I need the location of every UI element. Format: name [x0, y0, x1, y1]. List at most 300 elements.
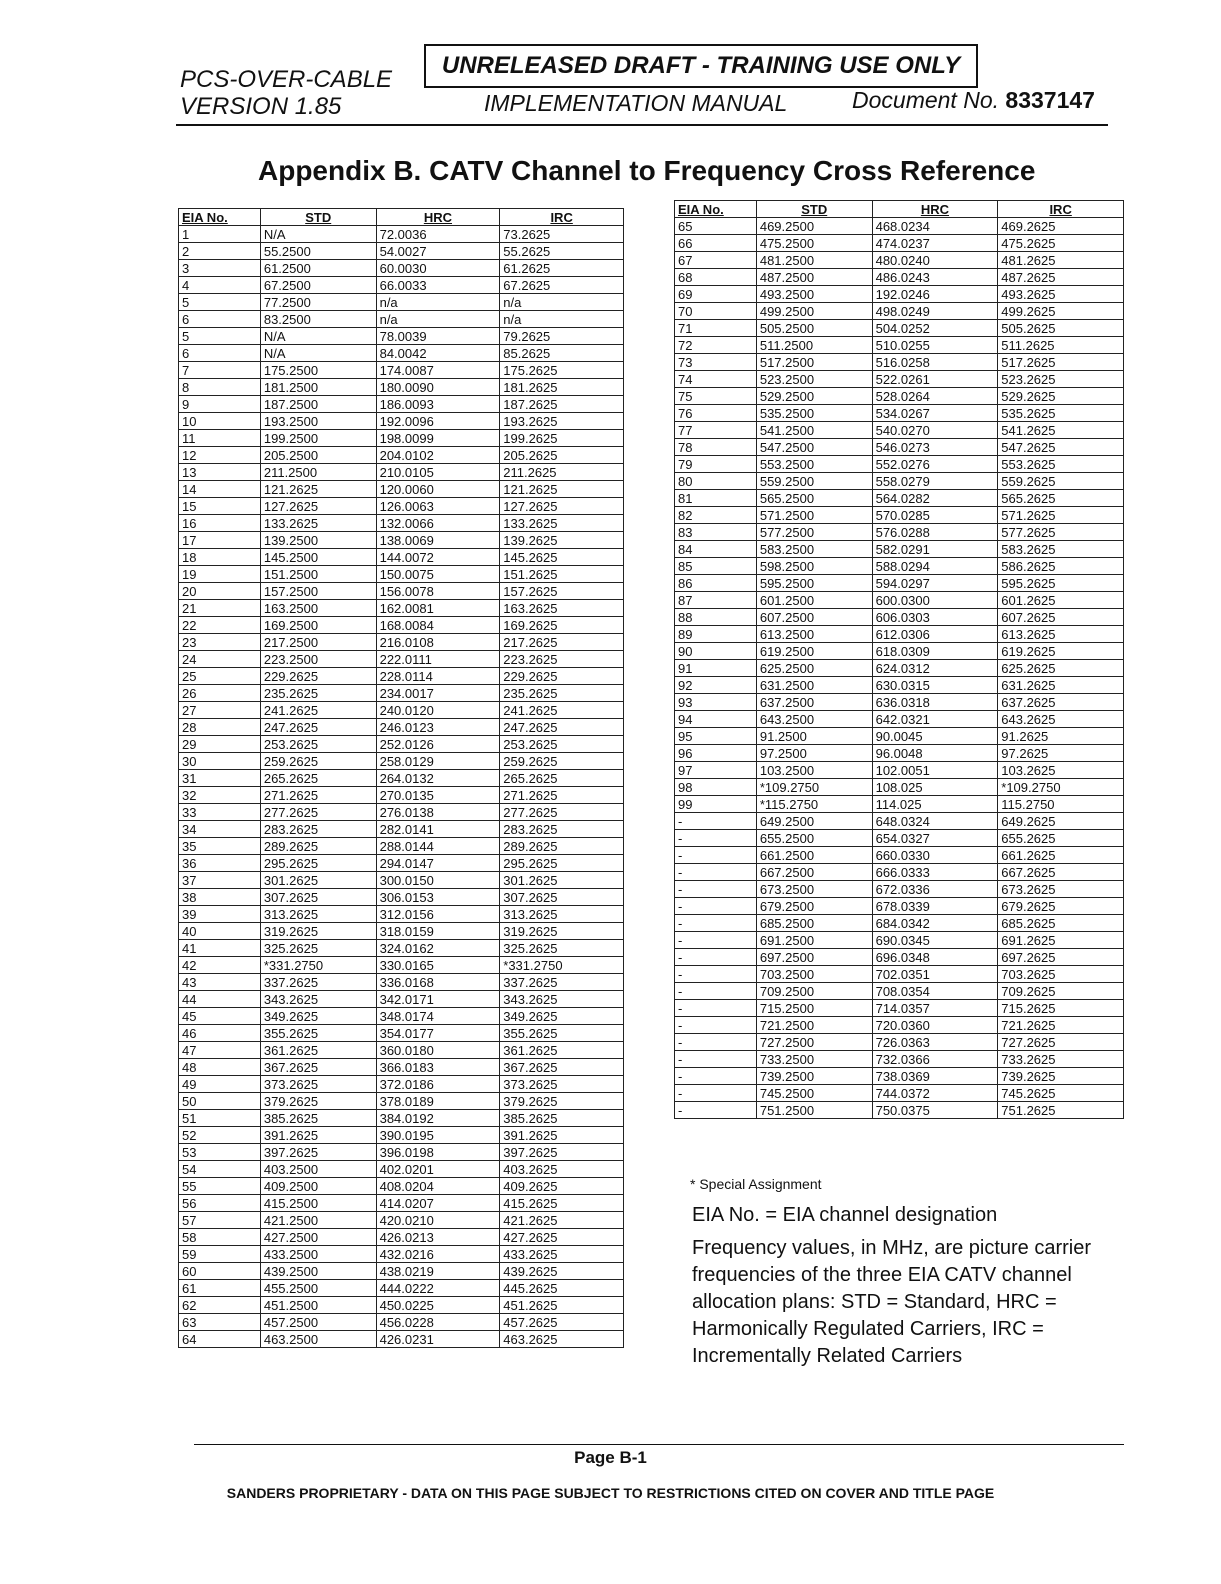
- cell-std: 487.2500: [756, 269, 872, 286]
- cell-eia: 45: [179, 1008, 261, 1025]
- cell-irc: 643.2625: [998, 711, 1124, 728]
- cell-eia: 59: [179, 1246, 261, 1263]
- cell-eia: 15: [179, 498, 261, 515]
- cell-std: 391.2625: [260, 1127, 376, 1144]
- cell-std: 535.2500: [756, 405, 872, 422]
- cell-std: 511.2500: [756, 337, 872, 354]
- cell-hrc: 330.0165: [376, 957, 500, 974]
- cell-hrc: 96.0048: [872, 745, 998, 762]
- cell-hrc: 714.0357: [872, 1000, 998, 1017]
- cell-irc: 361.2625: [500, 1042, 624, 1059]
- cell-irc: 205.2625: [500, 447, 624, 464]
- table-row: [179, 991, 624, 1008]
- cell-eia: 5: [179, 328, 261, 345]
- cell-eia: 94: [675, 711, 757, 728]
- legend: [692, 1202, 1122, 1376]
- cell-eia: 35: [179, 838, 261, 855]
- cell-std: N/A: [260, 226, 376, 243]
- cell-irc: 247.2625: [500, 719, 624, 736]
- table-row: [675, 1102, 1124, 1119]
- table-row: [675, 1000, 1124, 1017]
- cell-std: 577.2500: [756, 524, 872, 541]
- table-row: [675, 728, 1124, 745]
- cell-hrc: 636.0318: [872, 694, 998, 711]
- cell-irc: 271.2625: [500, 787, 624, 804]
- table-row: [179, 481, 624, 498]
- table-row: [179, 566, 624, 583]
- cell-std: 469.2500: [756, 218, 872, 235]
- cell-irc: 409.2625: [500, 1178, 624, 1195]
- cell-eia: 78: [675, 439, 757, 456]
- cell-eia: 41: [179, 940, 261, 957]
- cell-std: 187.2500: [260, 396, 376, 413]
- cell-irc: 391.2625: [500, 1127, 624, 1144]
- cell-eia: 75: [675, 388, 757, 405]
- cell-hrc: 312.0156: [376, 906, 500, 923]
- table-row: [179, 787, 624, 804]
- cell-hrc: 90.0045: [872, 728, 998, 745]
- table-row: [179, 515, 624, 532]
- table-row: [675, 252, 1124, 269]
- cell-irc: 265.2625: [500, 770, 624, 787]
- cell-irc: n/a: [500, 311, 624, 328]
- cell-hrc: 558.0279: [872, 473, 998, 490]
- table-row: [675, 626, 1124, 643]
- document-number: [852, 87, 1095, 114]
- cell-std: 601.2500: [756, 592, 872, 609]
- cell-std: 455.2500: [260, 1280, 376, 1297]
- cell-hrc: 360.0180: [376, 1042, 500, 1059]
- proprietary-notice: SANDERS PROPRIETARY - DATA ON THIS PAGE SUBJECT TO RESTRICTIONS CITED ON COVER AND TITLE PAGE: [226, 1485, 995, 1501]
- manual-title: IMPLEMENTATION MANUAL: [484, 90, 788, 116]
- cell-std: 367.2625: [260, 1059, 376, 1076]
- footer-divider: [194, 1444, 1124, 1445]
- table-row: [675, 1017, 1124, 1034]
- cell-hrc: 648.0324: [872, 813, 998, 830]
- cell-hrc: 624.0312: [872, 660, 998, 677]
- cell-std: N/A: [260, 345, 376, 362]
- cell-eia: 73: [675, 354, 757, 371]
- cell-std: 661.2500: [756, 847, 872, 864]
- cell-hrc: 660.0330: [872, 847, 998, 864]
- table-row: [179, 753, 624, 770]
- cell-std: 655.2500: [756, 830, 872, 847]
- cell-std: 607.2500: [756, 609, 872, 626]
- cell-eia: 79: [675, 456, 757, 473]
- cell-eia: -: [675, 1068, 757, 1085]
- cell-eia: 68: [675, 269, 757, 286]
- table-row: [675, 422, 1124, 439]
- cell-hrc: 426.0213: [376, 1229, 500, 1246]
- cell-irc: 229.2625: [500, 668, 624, 685]
- cell-hrc: 678.0339: [872, 898, 998, 915]
- cell-eia: 52: [179, 1127, 261, 1144]
- cell-eia: 32: [179, 787, 261, 804]
- cell-eia: 72: [675, 337, 757, 354]
- cell-std: 97.2500: [756, 745, 872, 762]
- table-row: [179, 277, 624, 294]
- cell-std: *115.2750: [756, 796, 872, 813]
- cell-eia: -: [675, 864, 757, 881]
- cell-std: 517.2500: [756, 354, 872, 371]
- cell-irc: *331.2750: [500, 957, 624, 974]
- cell-std: 451.2500: [260, 1297, 376, 1314]
- cell-eia: 74: [675, 371, 757, 388]
- table-row: [675, 592, 1124, 609]
- column-header-std: STD: [756, 201, 872, 218]
- cell-irc: 559.2625: [998, 473, 1124, 490]
- table-row: [675, 473, 1124, 490]
- cell-eia: 31: [179, 770, 261, 787]
- cell-irc: 529.2625: [998, 388, 1124, 405]
- cell-hrc: 588.0294: [872, 558, 998, 575]
- table-row: [179, 396, 624, 413]
- cell-hrc: 576.0288: [872, 524, 998, 541]
- table-row: [675, 575, 1124, 592]
- table-row: [179, 1008, 624, 1025]
- cell-irc: 511.2625: [998, 337, 1124, 354]
- cell-eia: 16: [179, 515, 261, 532]
- table-row: [179, 1280, 624, 1297]
- cell-irc: 673.2625: [998, 881, 1124, 898]
- cell-hrc: 570.0285: [872, 507, 998, 524]
- cell-std: 433.2500: [260, 1246, 376, 1263]
- cell-eia: 39: [179, 906, 261, 923]
- table-row: [179, 379, 624, 396]
- cell-std: 253.2625: [260, 736, 376, 753]
- cell-hrc: 522.0261: [872, 371, 998, 388]
- table-row: [179, 923, 624, 940]
- cell-eia: 98: [675, 779, 757, 796]
- cell-eia: 37: [179, 872, 261, 889]
- cell-hrc: 54.0027: [376, 243, 500, 260]
- cell-hrc: 450.0225: [376, 1297, 500, 1314]
- cell-std: 547.2500: [756, 439, 872, 456]
- table-row: [179, 226, 624, 243]
- cell-hrc: 504.0252: [872, 320, 998, 337]
- cell-eia: 71: [675, 320, 757, 337]
- cell-std: 319.2625: [260, 923, 376, 940]
- cell-std: 205.2500: [260, 447, 376, 464]
- cell-hrc: 276.0138: [376, 804, 500, 821]
- cell-std: 397.2625: [260, 1144, 376, 1161]
- cell-std: 83.2500: [260, 311, 376, 328]
- cell-eia: 65: [675, 218, 757, 235]
- cell-hrc: 342.0171: [376, 991, 500, 1008]
- cell-std: 691.2500: [756, 932, 872, 949]
- cell-hrc: 108.025: [872, 779, 998, 796]
- cell-hrc: 354.0177: [376, 1025, 500, 1042]
- table-row: [675, 371, 1124, 388]
- cell-hrc: 456.0228: [376, 1314, 500, 1331]
- cell-std: 259.2625: [260, 753, 376, 770]
- cell-irc: 451.2625: [500, 1297, 624, 1314]
- table-row: [675, 932, 1124, 949]
- cell-std: 223.2500: [260, 651, 376, 668]
- cell-eia: -: [675, 983, 757, 1000]
- cell-eia: 40: [179, 923, 261, 940]
- cell-eia: 81: [675, 490, 757, 507]
- cell-eia: 92: [675, 677, 757, 694]
- cell-hrc: 204.0102: [376, 447, 500, 464]
- cell-hrc: n/a: [376, 294, 500, 311]
- cell-eia: 6: [179, 311, 261, 328]
- cell-hrc: 672.0336: [872, 881, 998, 898]
- cell-eia: 27: [179, 702, 261, 719]
- table-row: [179, 1178, 624, 1195]
- cell-hrc: 198.0099: [376, 430, 500, 447]
- cell-irc: 223.2625: [500, 651, 624, 668]
- cell-std: 499.2500: [756, 303, 872, 320]
- cell-eia: 43: [179, 974, 261, 991]
- cell-std: 145.2500: [260, 549, 376, 566]
- cell-eia: 20: [179, 583, 261, 600]
- cell-std: 493.2500: [756, 286, 872, 303]
- cell-eia: -: [675, 1102, 757, 1119]
- table-row: [179, 736, 624, 753]
- cell-irc: 547.2625: [998, 439, 1124, 456]
- cell-hrc: 540.0270: [872, 422, 998, 439]
- cell-eia: 23: [179, 634, 261, 651]
- cell-std: 127.2625: [260, 498, 376, 515]
- cell-eia: 97: [675, 762, 757, 779]
- cell-hrc: 222.0111: [376, 651, 500, 668]
- cell-irc: 295.2625: [500, 855, 624, 872]
- cell-hrc: 228.0114: [376, 668, 500, 685]
- cell-irc: 679.2625: [998, 898, 1124, 915]
- cell-std: 313.2625: [260, 906, 376, 923]
- document-number-label: Document No.: [852, 87, 1000, 113]
- cell-std: 295.2625: [260, 855, 376, 872]
- cell-std: 685.2500: [756, 915, 872, 932]
- cell-eia: 2: [179, 243, 261, 260]
- cell-irc: 619.2625: [998, 643, 1124, 660]
- cell-hrc: 84.0042: [376, 345, 500, 362]
- table-row: [675, 915, 1124, 932]
- cell-irc: 535.2625: [998, 405, 1124, 422]
- cell-eia: -: [675, 813, 757, 830]
- cell-eia: 1: [179, 226, 261, 243]
- table-row: [675, 677, 1124, 694]
- cell-std: 67.2500: [260, 277, 376, 294]
- cell-hrc: 162.0081: [376, 600, 500, 617]
- cell-eia: 6: [179, 345, 261, 362]
- draft-notice-box: UNRELEASED DRAFT - TRAINING USE ONLY: [424, 44, 978, 88]
- cell-eia: 85: [675, 558, 757, 575]
- document-number-value: 8337147: [1005, 87, 1095, 113]
- cell-irc: 577.2625: [998, 524, 1124, 541]
- cell-hrc: 498.0249: [872, 303, 998, 320]
- cell-hrc: 300.0150: [376, 872, 500, 889]
- cell-hrc: 732.0366: [872, 1051, 998, 1068]
- cell-hrc: 210.0105: [376, 464, 500, 481]
- cell-eia: -: [675, 898, 757, 915]
- cell-std: 673.2500: [756, 881, 872, 898]
- cell-std: 217.2500: [260, 634, 376, 651]
- cell-hrc: 264.0132: [376, 770, 500, 787]
- cell-std: 583.2500: [756, 541, 872, 558]
- cell-irc: 709.2625: [998, 983, 1124, 1000]
- cell-irc: 583.2625: [998, 541, 1124, 558]
- cell-hrc: 144.0072: [376, 549, 500, 566]
- table-row: [179, 532, 624, 549]
- cell-eia: 56: [179, 1195, 261, 1212]
- cell-hrc: 60.0030: [376, 260, 500, 277]
- cell-irc: 145.2625: [500, 549, 624, 566]
- cell-irc: 715.2625: [998, 1000, 1124, 1017]
- cell-std: 475.2500: [756, 235, 872, 252]
- cell-irc: 649.2625: [998, 813, 1124, 830]
- cell-irc: 481.2625: [998, 252, 1124, 269]
- table-row: [675, 745, 1124, 762]
- cell-hrc: 618.0309: [872, 643, 998, 660]
- cell-eia: 21: [179, 600, 261, 617]
- cell-eia: 18: [179, 549, 261, 566]
- cell-irc: 139.2625: [500, 532, 624, 549]
- cell-hrc: 750.0375: [872, 1102, 998, 1119]
- cell-std: 733.2500: [756, 1051, 872, 1068]
- cell-eia: 47: [179, 1042, 261, 1059]
- cell-std: 271.2625: [260, 787, 376, 804]
- cell-eia: 11: [179, 430, 261, 447]
- cell-eia: 49: [179, 1076, 261, 1093]
- cell-irc: 301.2625: [500, 872, 624, 889]
- table-row: [179, 294, 624, 311]
- table-row: [675, 558, 1124, 575]
- cell-irc: 733.2625: [998, 1051, 1124, 1068]
- cell-eia: 10: [179, 413, 261, 430]
- cell-hrc: 642.0321: [872, 711, 998, 728]
- cell-hrc: 744.0372: [872, 1085, 998, 1102]
- table-row: [179, 1042, 624, 1059]
- cell-hrc: 336.0168: [376, 974, 500, 991]
- cell-hrc: 246.0123: [376, 719, 500, 736]
- table-row: [675, 660, 1124, 677]
- cell-irc: 661.2625: [998, 847, 1124, 864]
- cell-irc: 703.2625: [998, 966, 1124, 983]
- cell-hrc: 288.0144: [376, 838, 500, 855]
- table-row: [179, 617, 624, 634]
- cell-eia: 17: [179, 532, 261, 549]
- cell-irc: 523.2625: [998, 371, 1124, 388]
- cell-std: 61.2500: [260, 260, 376, 277]
- cell-hrc: 432.0216: [376, 1246, 500, 1263]
- cell-eia: -: [675, 966, 757, 983]
- cell-std: 355.2625: [260, 1025, 376, 1042]
- cell-std: 715.2500: [756, 1000, 872, 1017]
- cell-irc: 367.2625: [500, 1059, 624, 1076]
- table-row: [675, 779, 1124, 796]
- cell-std: 325.2625: [260, 940, 376, 957]
- cell-hrc: 168.0084: [376, 617, 500, 634]
- cell-irc: 85.2625: [500, 345, 624, 362]
- table-row: [675, 524, 1124, 541]
- cell-eia: 53: [179, 1144, 261, 1161]
- cell-std: 121.2625: [260, 481, 376, 498]
- cell-eia: 87: [675, 592, 757, 609]
- cell-eia: 55: [179, 1178, 261, 1195]
- cell-hrc: 702.0351: [872, 966, 998, 983]
- cell-irc: 121.2625: [500, 481, 624, 498]
- special-assignment-note: * Special Assignment: [690, 1176, 822, 1192]
- cell-hrc: 726.0363: [872, 1034, 998, 1051]
- table-row: [675, 830, 1124, 847]
- cell-std: N/A: [260, 328, 376, 345]
- cell-hrc: 348.0174: [376, 1008, 500, 1025]
- cell-hrc: 396.0198: [376, 1144, 500, 1161]
- cell-irc: 667.2625: [998, 864, 1124, 881]
- cell-irc: 187.2625: [500, 396, 624, 413]
- cell-irc: 193.2625: [500, 413, 624, 430]
- cell-std: 721.2500: [756, 1017, 872, 1034]
- table-row: [179, 804, 624, 821]
- header-divider: [176, 124, 1108, 126]
- table-row: [179, 345, 624, 362]
- cell-irc: 553.2625: [998, 456, 1124, 473]
- cell-std: 277.2625: [260, 804, 376, 821]
- table-row: [179, 702, 624, 719]
- column-header-std: STD: [260, 209, 376, 226]
- cell-std: 559.2500: [756, 473, 872, 490]
- cell-std: 727.2500: [756, 1034, 872, 1051]
- cell-irc: 157.2625: [500, 583, 624, 600]
- table-row: [675, 490, 1124, 507]
- cell-std: 103.2500: [756, 762, 872, 779]
- cell-irc: 325.2625: [500, 940, 624, 957]
- cell-std: 379.2625: [260, 1093, 376, 1110]
- table-row: [179, 974, 624, 991]
- cell-irc: 181.2625: [500, 379, 624, 396]
- cell-hrc: 414.0207: [376, 1195, 500, 1212]
- cell-hrc: 606.0303: [872, 609, 998, 626]
- table-row: [179, 1144, 624, 1161]
- table-row: [675, 898, 1124, 915]
- table-row: [675, 218, 1124, 235]
- cell-eia: 42: [179, 957, 261, 974]
- cell-irc: 211.2625: [500, 464, 624, 481]
- cell-irc: 73.2625: [500, 226, 624, 243]
- cell-std: 703.2500: [756, 966, 872, 983]
- cell-irc: 445.2625: [500, 1280, 624, 1297]
- table-row: [179, 838, 624, 855]
- table-row: [675, 1034, 1124, 1051]
- table-row: [179, 328, 624, 345]
- cell-irc: 385.2625: [500, 1110, 624, 1127]
- cell-hrc: 120.0060: [376, 481, 500, 498]
- cell-eia: 19: [179, 566, 261, 583]
- cell-eia: 34: [179, 821, 261, 838]
- cell-irc: 253.2625: [500, 736, 624, 753]
- cell-eia: 89: [675, 626, 757, 643]
- cell-eia: 38: [179, 889, 261, 906]
- cell-hrc: 534.0267: [872, 405, 998, 422]
- column-header-hrc: HRC: [376, 209, 500, 226]
- table-row: [675, 762, 1124, 779]
- cell-eia: 13: [179, 464, 261, 481]
- channel-table-left: [178, 208, 624, 1348]
- cell-irc: 61.2625: [500, 260, 624, 277]
- cell-eia: 33: [179, 804, 261, 821]
- cell-hrc: 192.0096: [376, 413, 500, 430]
- cell-eia: 90: [675, 643, 757, 660]
- cell-irc: 319.2625: [500, 923, 624, 940]
- table-row: [675, 541, 1124, 558]
- table-row: [675, 354, 1124, 371]
- cell-std: 283.2625: [260, 821, 376, 838]
- cell-eia: 22: [179, 617, 261, 634]
- cell-irc: 91.2625: [998, 728, 1124, 745]
- table-row: [675, 881, 1124, 898]
